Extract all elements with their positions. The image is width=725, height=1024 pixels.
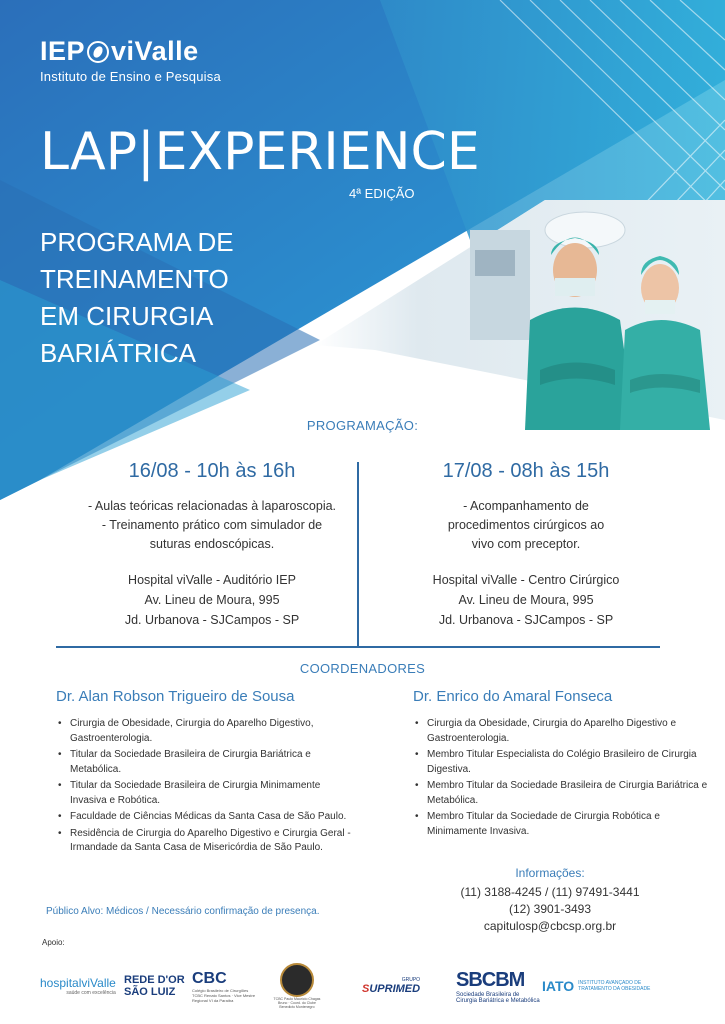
coordinator-2	[413, 688, 713, 841]
sao-luiz-text: SÃO LUIZ	[124, 986, 176, 998]
day2-description	[376, 497, 676, 554]
day1-address-line: Hospital viValle - Auditório IEP	[128, 573, 296, 587]
iato-subtitle-2: TRATAMENTO DA OBESIDADE	[578, 986, 651, 992]
suprimed-text: UPRIMED	[369, 983, 421, 995]
logo-drop-icon	[87, 41, 109, 63]
event-edition: 4ª EDIÇÃO	[349, 186, 415, 201]
logo-subtitle: Instituto de Ensino e Pesquisa	[40, 69, 221, 84]
contact-phones-2: (12) 3901-3493	[508, 902, 592, 916]
seal-signer: TCBC Paulo Maurício Chagas Bruno · Coord. do Clube Benedicto Montenegro	[273, 997, 321, 1009]
seal-icon	[280, 963, 314, 997]
contact-label: Informações:	[515, 866, 585, 880]
coordinator-2-name: Dr. Enrico do Amaral Fonseca	[413, 688, 613, 705]
day1-desc-line: suturas endoscópicas.	[149, 537, 275, 551]
column-divider	[357, 462, 359, 646]
coordenadores-heading: COORDENADORES	[299, 661, 426, 676]
suprimed-initial: S	[362, 983, 370, 995]
cbc-text: CBC	[192, 969, 227, 987]
rede-dor-logo	[124, 958, 185, 1014]
coordinator-2-credentials	[413, 717, 713, 839]
cbc-signer: TCBC Renato Santos · Vice Mestre Regional VI da Paraíba	[192, 992, 256, 1003]
day2-desc-line: procedimentos cirúrgicos ao	[447, 518, 605, 532]
credential-item: • Cirurgia da Obesidade, Cirurgia do Aparelho Digestivo e Gastroenterologia.	[427, 717, 713, 746]
credential-item: • Titular da Sociedade Brasileira de Cirurgia Minimamente Invasiva e Robótica.	[70, 779, 356, 808]
sbcbm-subtitle: Sociedade Brasileira de Cirurgia Bariátrica e Metabólica	[456, 991, 540, 1004]
suprimed-group: GRUPO	[401, 977, 421, 983]
day1-block	[62, 460, 362, 630]
day2-block	[376, 460, 676, 630]
iato-subtitle-1: INSTITUTO AVANÇADO DE	[578, 980, 642, 986]
credential-item: • Faculdade de Ciências Médicas da Santa Casa de São Paulo.	[70, 810, 356, 825]
programacao-heading: PROGRAMAÇÃO:	[306, 418, 419, 433]
day2-address-line: Hospital viValle - Centro Cirúrgico	[432, 573, 620, 587]
credential-item: • Membro Titular Especialista do Colégio Brasileiro de Cirurgia Digestiva.	[427, 748, 713, 777]
day1-address-line: Av. Lineu de Moura, 995	[144, 593, 280, 607]
credential-item: • Titular da Sociedade Brasileira de Cirurgia Bariátrica e Metabólica.	[70, 748, 356, 777]
day2-date: 17/08 - 08h às 15h	[442, 460, 610, 482]
cbc-subtitle: Colégio Brasileiro de Cirurgiões	[192, 987, 249, 993]
cbc-logo	[192, 958, 260, 1014]
program-title-line: BARIÁTRICA	[40, 338, 197, 368]
section-divider	[56, 646, 660, 648]
suprimed-logo	[362, 958, 420, 1014]
coordinator-1-credentials	[56, 717, 356, 856]
day2-address-line: Jd. Urbanova - SJCampos - SP	[438, 613, 614, 627]
rede-dor-text: REDE D'OR	[124, 974, 185, 986]
day2-desc-line: vivo com preceptor.	[471, 537, 581, 551]
day1-address	[62, 570, 362, 630]
program-title-line: PROGRAMA DE	[40, 227, 234, 257]
target-audience: Público Alvo: Médicos / Necessário confirmação de presença.	[46, 906, 320, 917]
program-title-line: TREINAMENTO	[40, 264, 229, 294]
event-title: LAP|EXPERIENCE	[40, 122, 480, 182]
sbcbm-logo	[456, 958, 540, 1014]
contact-info	[440, 866, 660, 935]
contact-phones-1: (11) 3188-4245 / (11) 97491-3441	[460, 885, 640, 899]
hospital-vivalle-text: hospitalviValle	[40, 976, 116, 990]
iato-text: IATO	[542, 978, 575, 994]
hospital-vivalle-logo	[40, 958, 116, 1014]
iep-vivalle-logo	[40, 36, 221, 84]
day2-desc-line: - Acompanhamento de	[463, 499, 589, 513]
logo-brand-right: viValle	[111, 36, 199, 66]
day2-address	[376, 570, 676, 630]
credential-item: • Cirurgia de Obesidade, Cirurgia do Aparelho Digestivo, Gastroenterologia.	[70, 717, 356, 746]
program-title-line: EM CIRURGIA	[40, 301, 214, 331]
program-title	[40, 224, 320, 372]
hospital-vivalle-tagline: saúde com excelência	[66, 990, 116, 996]
contact-email[interactable]: capitulosp@cbcsp.org.br	[483, 919, 617, 933]
day1-description	[62, 497, 362, 554]
iato-logo	[542, 958, 650, 1014]
coordinator-1-name: Dr. Alan Robson Trigueiro de Sousa	[56, 688, 295, 705]
apoio-label: Apoio:	[42, 938, 65, 947]
sponsor-logos	[40, 958, 690, 1014]
day1-desc-line: - Treinamento prático com simulador de	[101, 518, 323, 532]
credential-item: • Membro Titular da Sociedade Brasileira de Cirurgia Bariátrica e Metabólica.	[427, 779, 713, 808]
sbcbm-text: SBCBM	[456, 968, 525, 991]
coordinator-1	[56, 688, 356, 858]
logo-brand-left: IEP	[40, 36, 86, 66]
day1-date: 16/08 - 10h às 16h	[128, 460, 296, 482]
credential-item: • Membro Titular da Sociedade de Cirurgia Robótica e Minimamente Invasiva.	[427, 810, 713, 839]
clube-seal-logo	[272, 958, 322, 1014]
day1-desc-line: - Aulas teóricas relacionadas à laparoscopia.	[87, 499, 337, 513]
day1-address-line: Jd. Urbanova - SJCampos - SP	[124, 613, 300, 627]
credential-item: • Residência de Cirurgia do Aparelho Digestivo e Cirurgia Geral - Irmandade da Santa Casa de Misericórdia de São Paulo.	[70, 827, 356, 856]
day2-address-line: Av. Lineu de Moura, 995	[458, 593, 594, 607]
surgeons-photo	[315, 200, 725, 430]
